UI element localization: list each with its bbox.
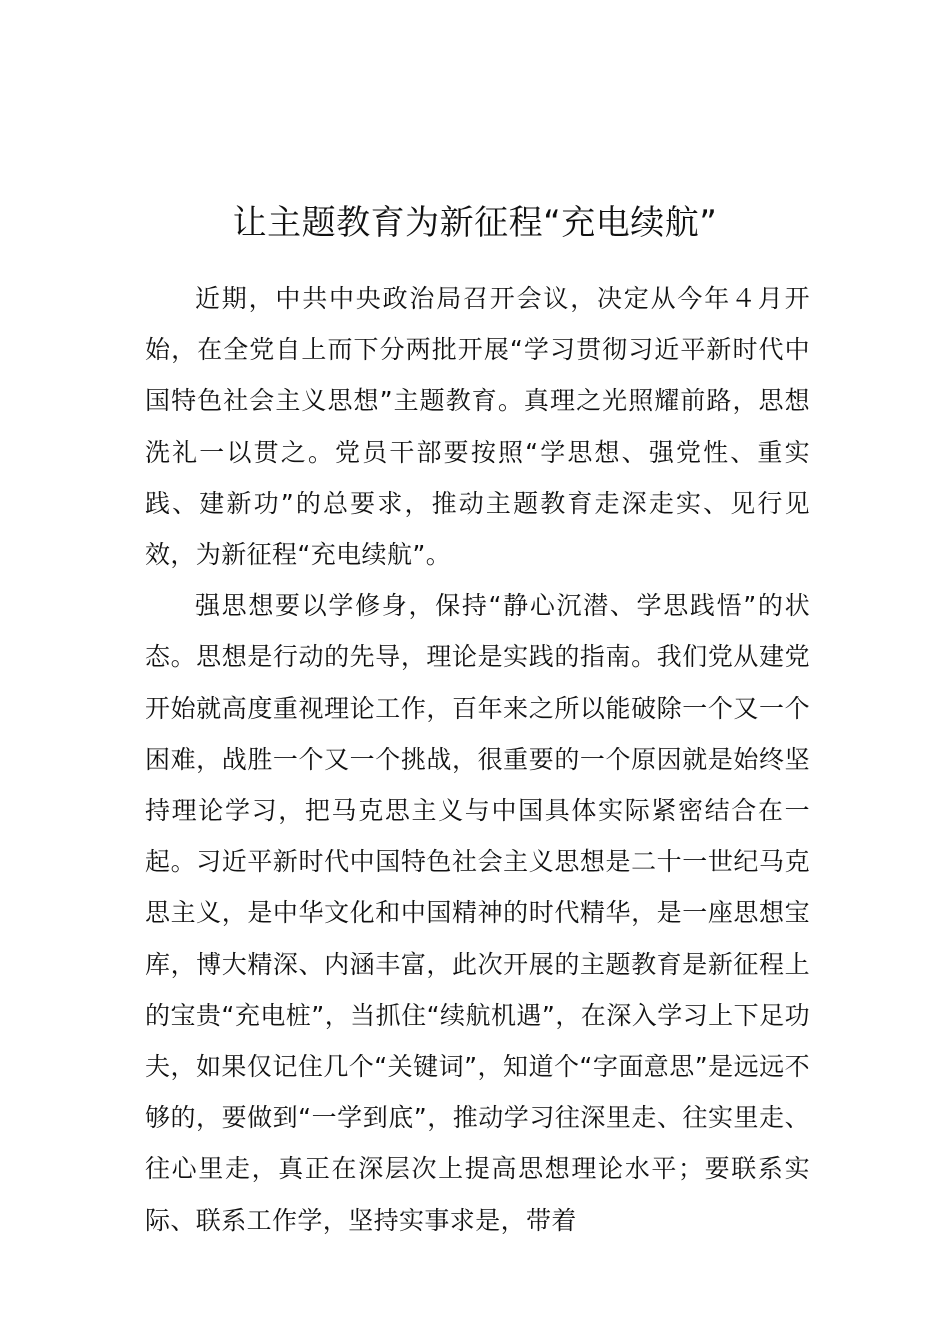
paragraph: 近期，中共中央政治局召开会议，决定从今年４月开始，在全党自上而下分两批开展“学习贯彻习近平新时代中国特色社会主义思想”主题教育。真理之光照耀前路，思想洗礼一以贯之。党员干部要按照“学思想、强党性、重实践、建新功”的总要求，推动主题教育走深走实、见行见效，为新征程“充电续航”。 (145, 284, 810, 570)
document-title: 让主题教育为新征程“充电续航” (232, 202, 718, 243)
document-body (145, 273, 810, 1246)
paragraph: 强思想要以学修身，保持“静心沉潜、学思践悟”的状态。思想是行动的先导，理论是实践的指南。我们党从建党开始就高度重视理论工作，百年来之所以能破除一个又一个困难，战胜一个又一个挑战，很重要的一个原因就是始终坚持理论学习，把马克思主义与中国具体实际紧密结合在一起。习近平新时代中国特色社会主义思想是二十一世纪马克思主义，是中华文化和中国精神的时代精华，是一座思想宝库，博大精深、内涵丰富，此次开展的主题教育是新征程上的宝贵“充电桩”，当抓住“续航机遇”，在深入学习上下足功夫，如果仅记住几个“关键词”，知道个“字面意思”是远远不够的，要做到“一学到底”，推动学习往深里走、往实里走、往心里走，真正在深层次上提高思想理论水平；要联系实际、联系工作学，坚持实事求是，带着 (145, 591, 810, 1235)
